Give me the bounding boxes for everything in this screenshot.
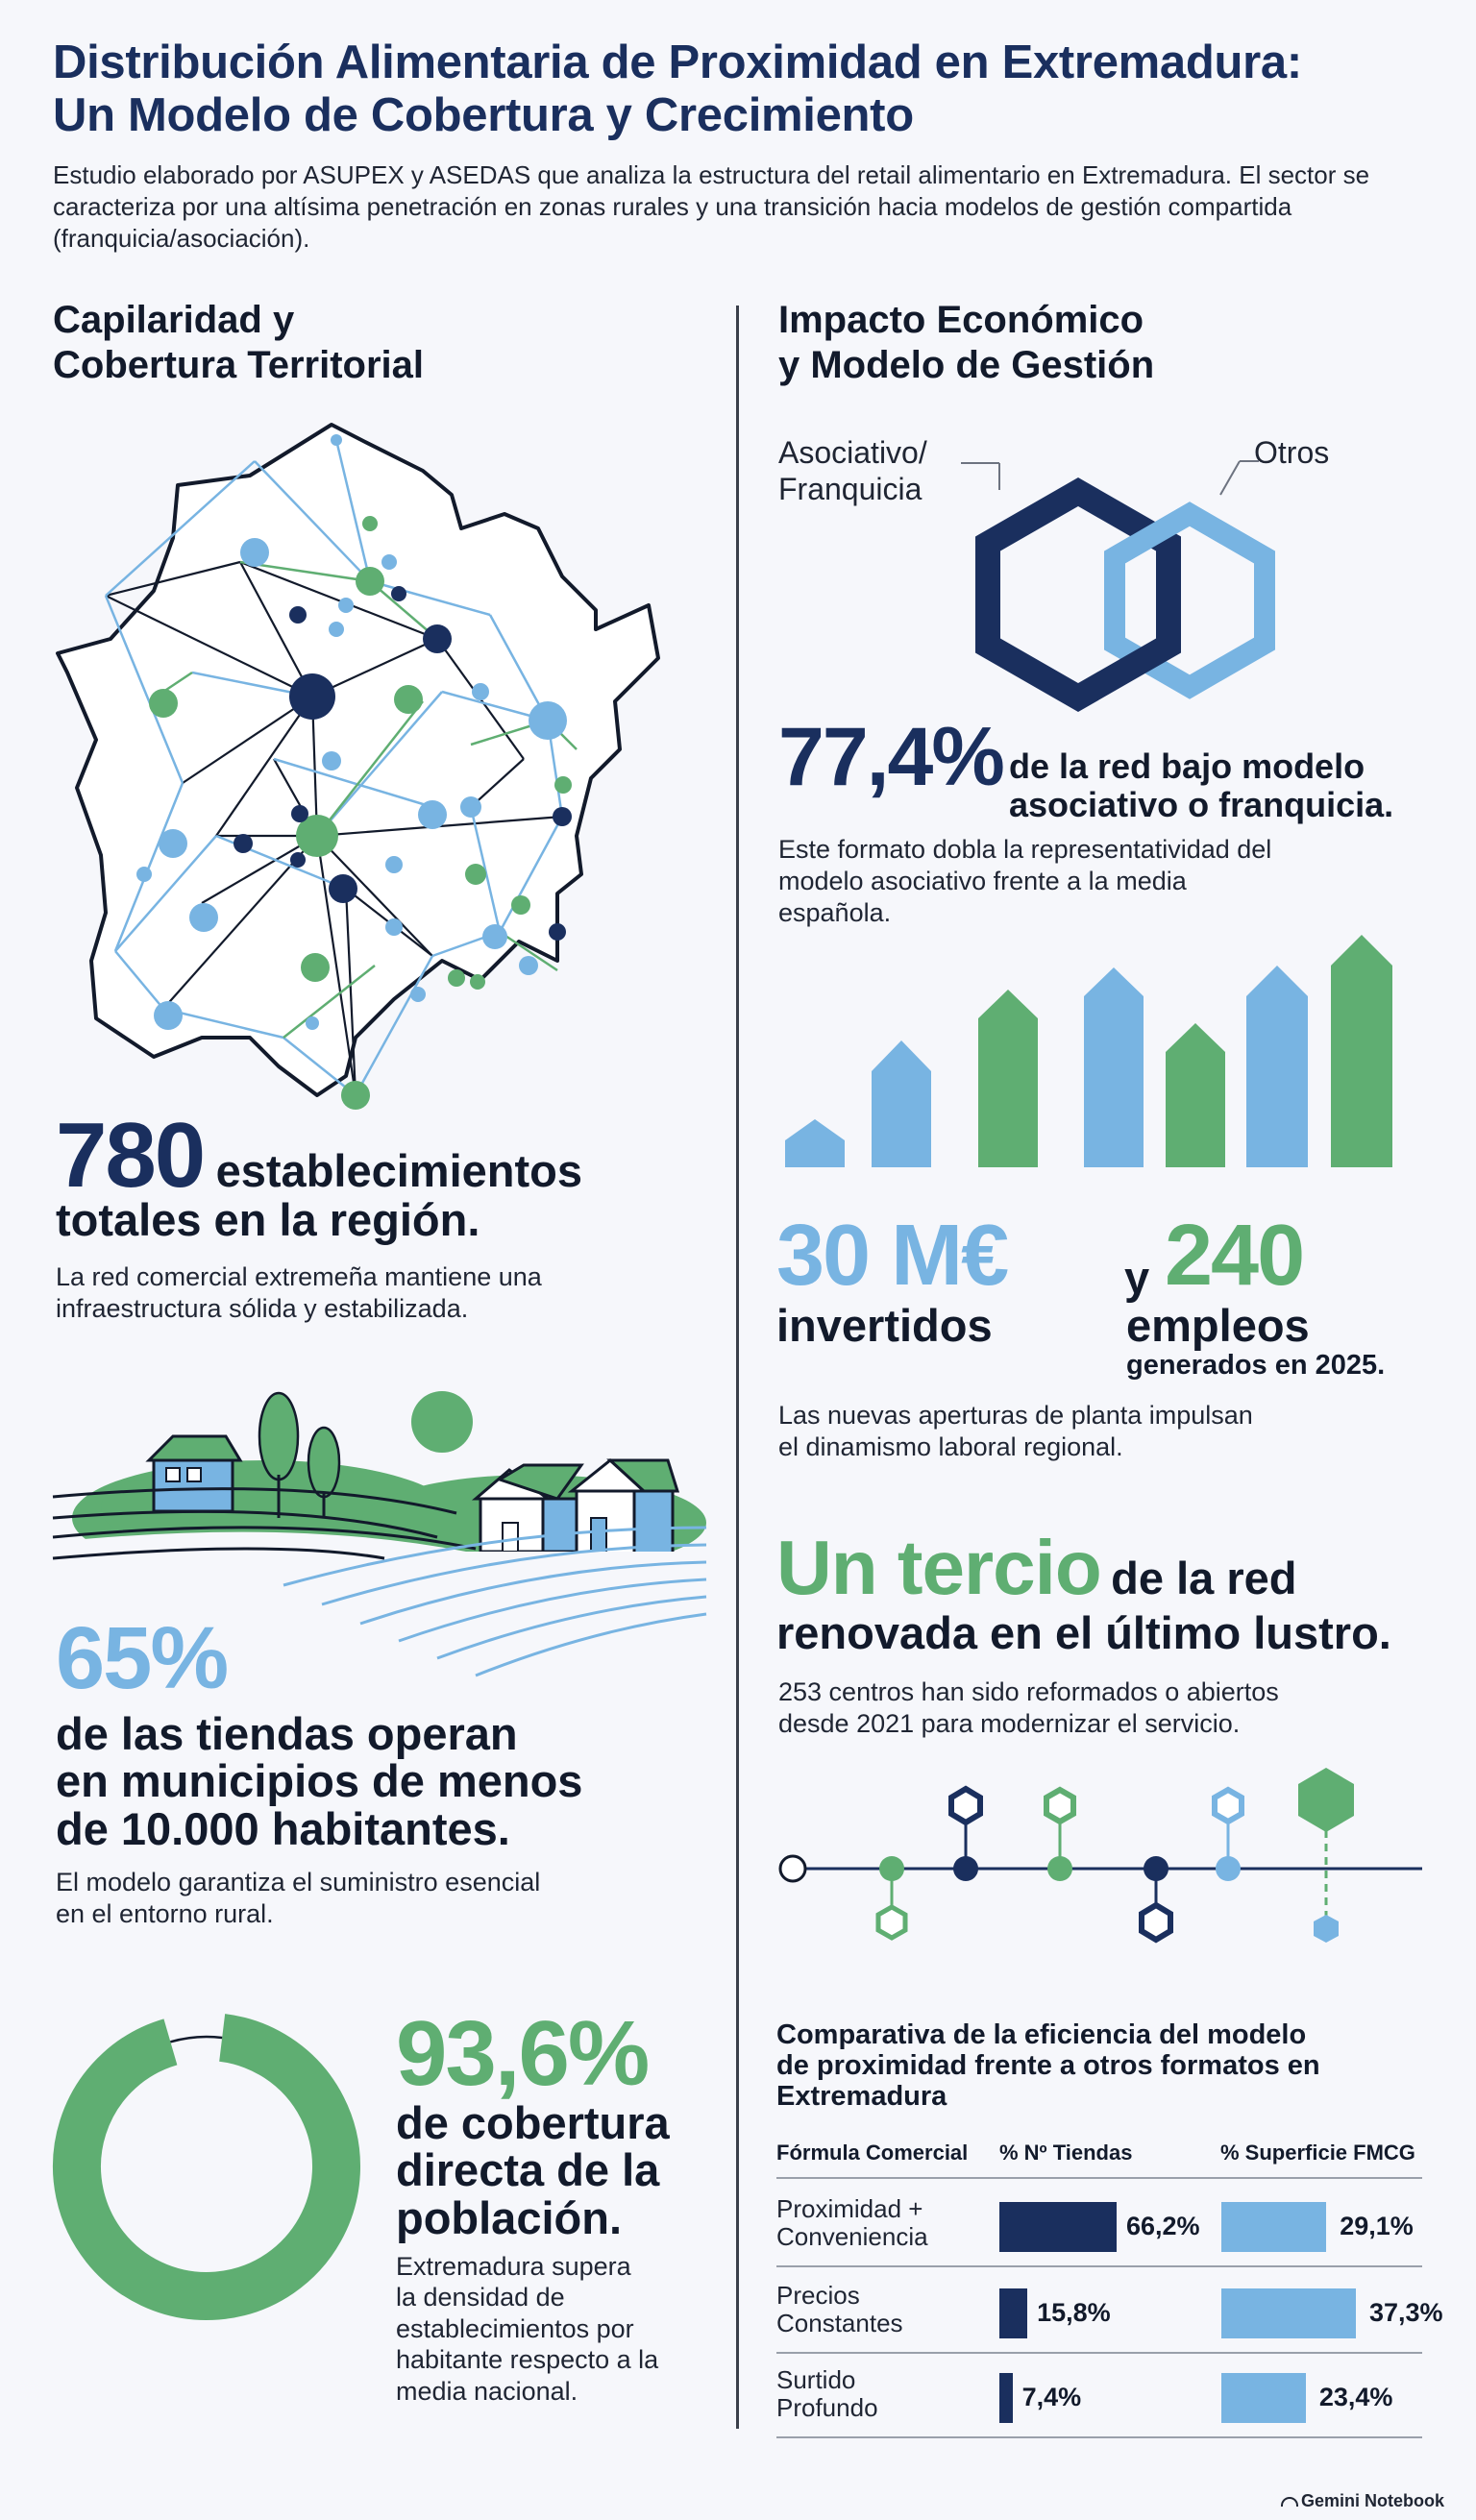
stat-774-line: asociativo o franquicia. <box>1009 785 1394 825</box>
stat-936-line: directa de la <box>396 2144 660 2196</box>
desc-line: habitante respecto a la <box>396 2345 659 2375</box>
table-divider <box>776 2352 1422 2354</box>
stat-780-text-2: totales en la región. <box>56 1194 480 1245</box>
desc-line: Las nuevas aperturas de planta impulsan <box>778 1401 1253 1430</box>
stat-invest-number: 30 M€ <box>776 1208 1008 1304</box>
stat-780-description <box>56 1261 542 1325</box>
intro-text: Estudio elaborado por ASUPEX y ASEDAS que analiza la estructura del retail alimentario en Extremadura. El sector se caracteriza por una altísima penetración en zonas rurales y una transición hacia modelos de gestión compartida (franquicia/asociación). <box>53 160 1370 253</box>
label-line: Franquicia <box>778 471 922 506</box>
stat-tercio-text-2: renovada en el último lustro. <box>776 1607 1391 1658</box>
coverage-donut-gap-line <box>170 2037 222 2042</box>
desc-line: modelo asociativo frente a la media <box>778 866 1187 895</box>
stat-780 <box>56 1104 582 1207</box>
title-line-1: Distribución Alimentaria de Proximidad en Extremadura: <box>53 37 1302 88</box>
superficie-bar <box>1221 2202 1326 2252</box>
superficie-value: 23,4% <box>1318 2383 1393 2411</box>
row-label-line: Profundo <box>776 2393 878 2423</box>
stat-65-description <box>56 1867 540 1930</box>
section-title-impacto <box>778 298 1154 388</box>
extremadura-network-map-icon <box>58 423 673 1114</box>
stat-employment-number: 240 <box>1165 1208 1304 1304</box>
table-header-superficie: % Superficie FMCG <box>1220 2141 1415 2165</box>
stat-tercio <box>776 1525 1297 1610</box>
stat-774 <box>778 711 1003 803</box>
table-title <box>776 2020 1320 2113</box>
desc-line: establecimientos por <box>396 2313 634 2343</box>
tiendas-bar <box>999 2373 1013 2423</box>
table-row-label <box>776 2366 878 2422</box>
desc-line: desde 2021 para modernizar el servicio. <box>778 1708 1241 1738</box>
table-row-label <box>776 2195 928 2251</box>
table-divider <box>776 2265 1422 2267</box>
desc-line: en el entorno rural. <box>56 1898 274 1928</box>
desc-line: española. <box>778 897 892 927</box>
tiendas-value: 15,8% <box>1037 2298 1111 2327</box>
coverage-donut-arc <box>77 2038 336 2296</box>
desc-line: media nacional. <box>396 2376 578 2406</box>
stat-936-line: población. <box>396 2191 622 2243</box>
timeline-network-icon <box>774 1763 1427 1955</box>
section-title-line: Impacto Económico <box>778 299 1144 341</box>
stat-employment-year: generados en 2025. <box>1126 1350 1386 1381</box>
stat-65-number: 65% <box>56 1609 228 1707</box>
label-otros: Otros <box>1254 435 1330 470</box>
superficie-value: 37,3% <box>1369 2298 1443 2327</box>
page-title <box>53 37 1437 142</box>
tiendas-value: 7,4% <box>1021 2383 1082 2411</box>
growth-arrows-icon <box>783 927 1398 1187</box>
tiendas-bar <box>999 2288 1027 2338</box>
coverage-donut-chart <box>53 2013 360 2320</box>
tiendas-value: 66,2% <box>1126 2212 1200 2240</box>
stat-936-line: de cobertura <box>396 2097 670 2148</box>
desc-line: Este formato dobla la representatividad del <box>778 835 1272 864</box>
label-line: Asociativo/ <box>778 435 927 470</box>
stat-780-text: establecimientos <box>215 1145 582 1196</box>
interlocking-hexagons-icon <box>942 452 1288 711</box>
stat-invest-conjunction: y <box>1124 1252 1150 1303</box>
row-label-line: Surtido <box>776 2365 856 2394</box>
table-divider <box>776 2436 1422 2438</box>
column-divider <box>736 306 739 2429</box>
table-header-tiendas: % Nº Tiendas <box>999 2141 1133 2165</box>
row-label-line: Proximidad + <box>776 2194 923 2223</box>
stat-774-text <box>1009 747 1393 825</box>
stat-774-line: de la red bajo modelo <box>1009 746 1365 786</box>
table-title-line: Extremadura <box>776 2080 947 2112</box>
gemini-notebook-icon <box>1281 2497 1298 2507</box>
section-title-capilaridad <box>53 298 424 388</box>
section-title-line: y Modelo de Gestión <box>778 344 1155 387</box>
section-title-line: Cobertura Territorial <box>53 344 424 387</box>
label-asociativo <box>778 435 927 508</box>
stat-774-description <box>778 834 1271 929</box>
row-label-line: Conveniencia <box>776 2222 928 2252</box>
stat-936-number: 93,6% <box>396 2002 649 2105</box>
superficie-bar <box>1221 2288 1356 2338</box>
stat-780-number: 780 <box>56 1104 205 1207</box>
desc-line: El modelo garantiza el suministro esencial <box>56 1868 541 1896</box>
row-label-line: Constantes <box>776 2309 903 2338</box>
table-divider <box>776 2177 1422 2179</box>
stat-774-number: 77,4% <box>778 711 1003 803</box>
desc-line: Extremadura supera <box>396 2252 631 2281</box>
stat-tercio-text: de la red <box>1111 1553 1297 1603</box>
title-line-2: Un Modelo de Cobertura y Crecimiento <box>53 88 914 141</box>
stat-65-line: de las tiendas operan <box>56 1708 518 1759</box>
table-title-line: Comparativa de la eficiencia del modelo <box>776 2019 1307 2050</box>
superficie-value: 29,1% <box>1340 2212 1414 2240</box>
stat-65-line: en municipios de menos <box>56 1755 583 1807</box>
stat-invest-description <box>778 1400 1253 1463</box>
stat-tercio-description <box>778 1676 1279 1740</box>
desc-line: 253 centros han sido reformados o abiertos <box>778 1677 1279 1706</box>
stat-936-description <box>396 2251 658 2407</box>
table-header-formula: Fórmula Comercial <box>776 2141 969 2165</box>
stat-65-text <box>56 1710 582 1852</box>
desc-line: el dinamismo laboral regional. <box>778 1431 1123 1461</box>
desc-line: infraestructura sólida y estabilizada. <box>56 1293 469 1323</box>
table-title-line: de proximidad frente a otros formatos en <box>776 2049 1320 2081</box>
superficie-bar <box>1221 2373 1306 2423</box>
stat-936-text <box>396 2099 670 2241</box>
stat-invest-text: invertidos <box>776 1300 993 1351</box>
row-label-line: Precios <box>776 2281 860 2310</box>
desc-line: La red comercial extremeña mantiene una <box>56 1262 542 1291</box>
section-title-line: Capilaridad y <box>53 299 295 341</box>
desc-line: la densidad de <box>396 2283 565 2312</box>
footer-brand <box>1281 2491 1444 2511</box>
stat-tercio-number: Un tercio <box>776 1525 1101 1610</box>
tiendas-bar <box>999 2202 1117 2252</box>
stat-65-line: de 10.000 habitantes. <box>56 1802 510 1854</box>
table-row-label <box>776 2282 903 2337</box>
footer-brand-text: Gemini Notebook <box>1301 2491 1445 2510</box>
stat-employment-text: empleos <box>1126 1300 1310 1351</box>
